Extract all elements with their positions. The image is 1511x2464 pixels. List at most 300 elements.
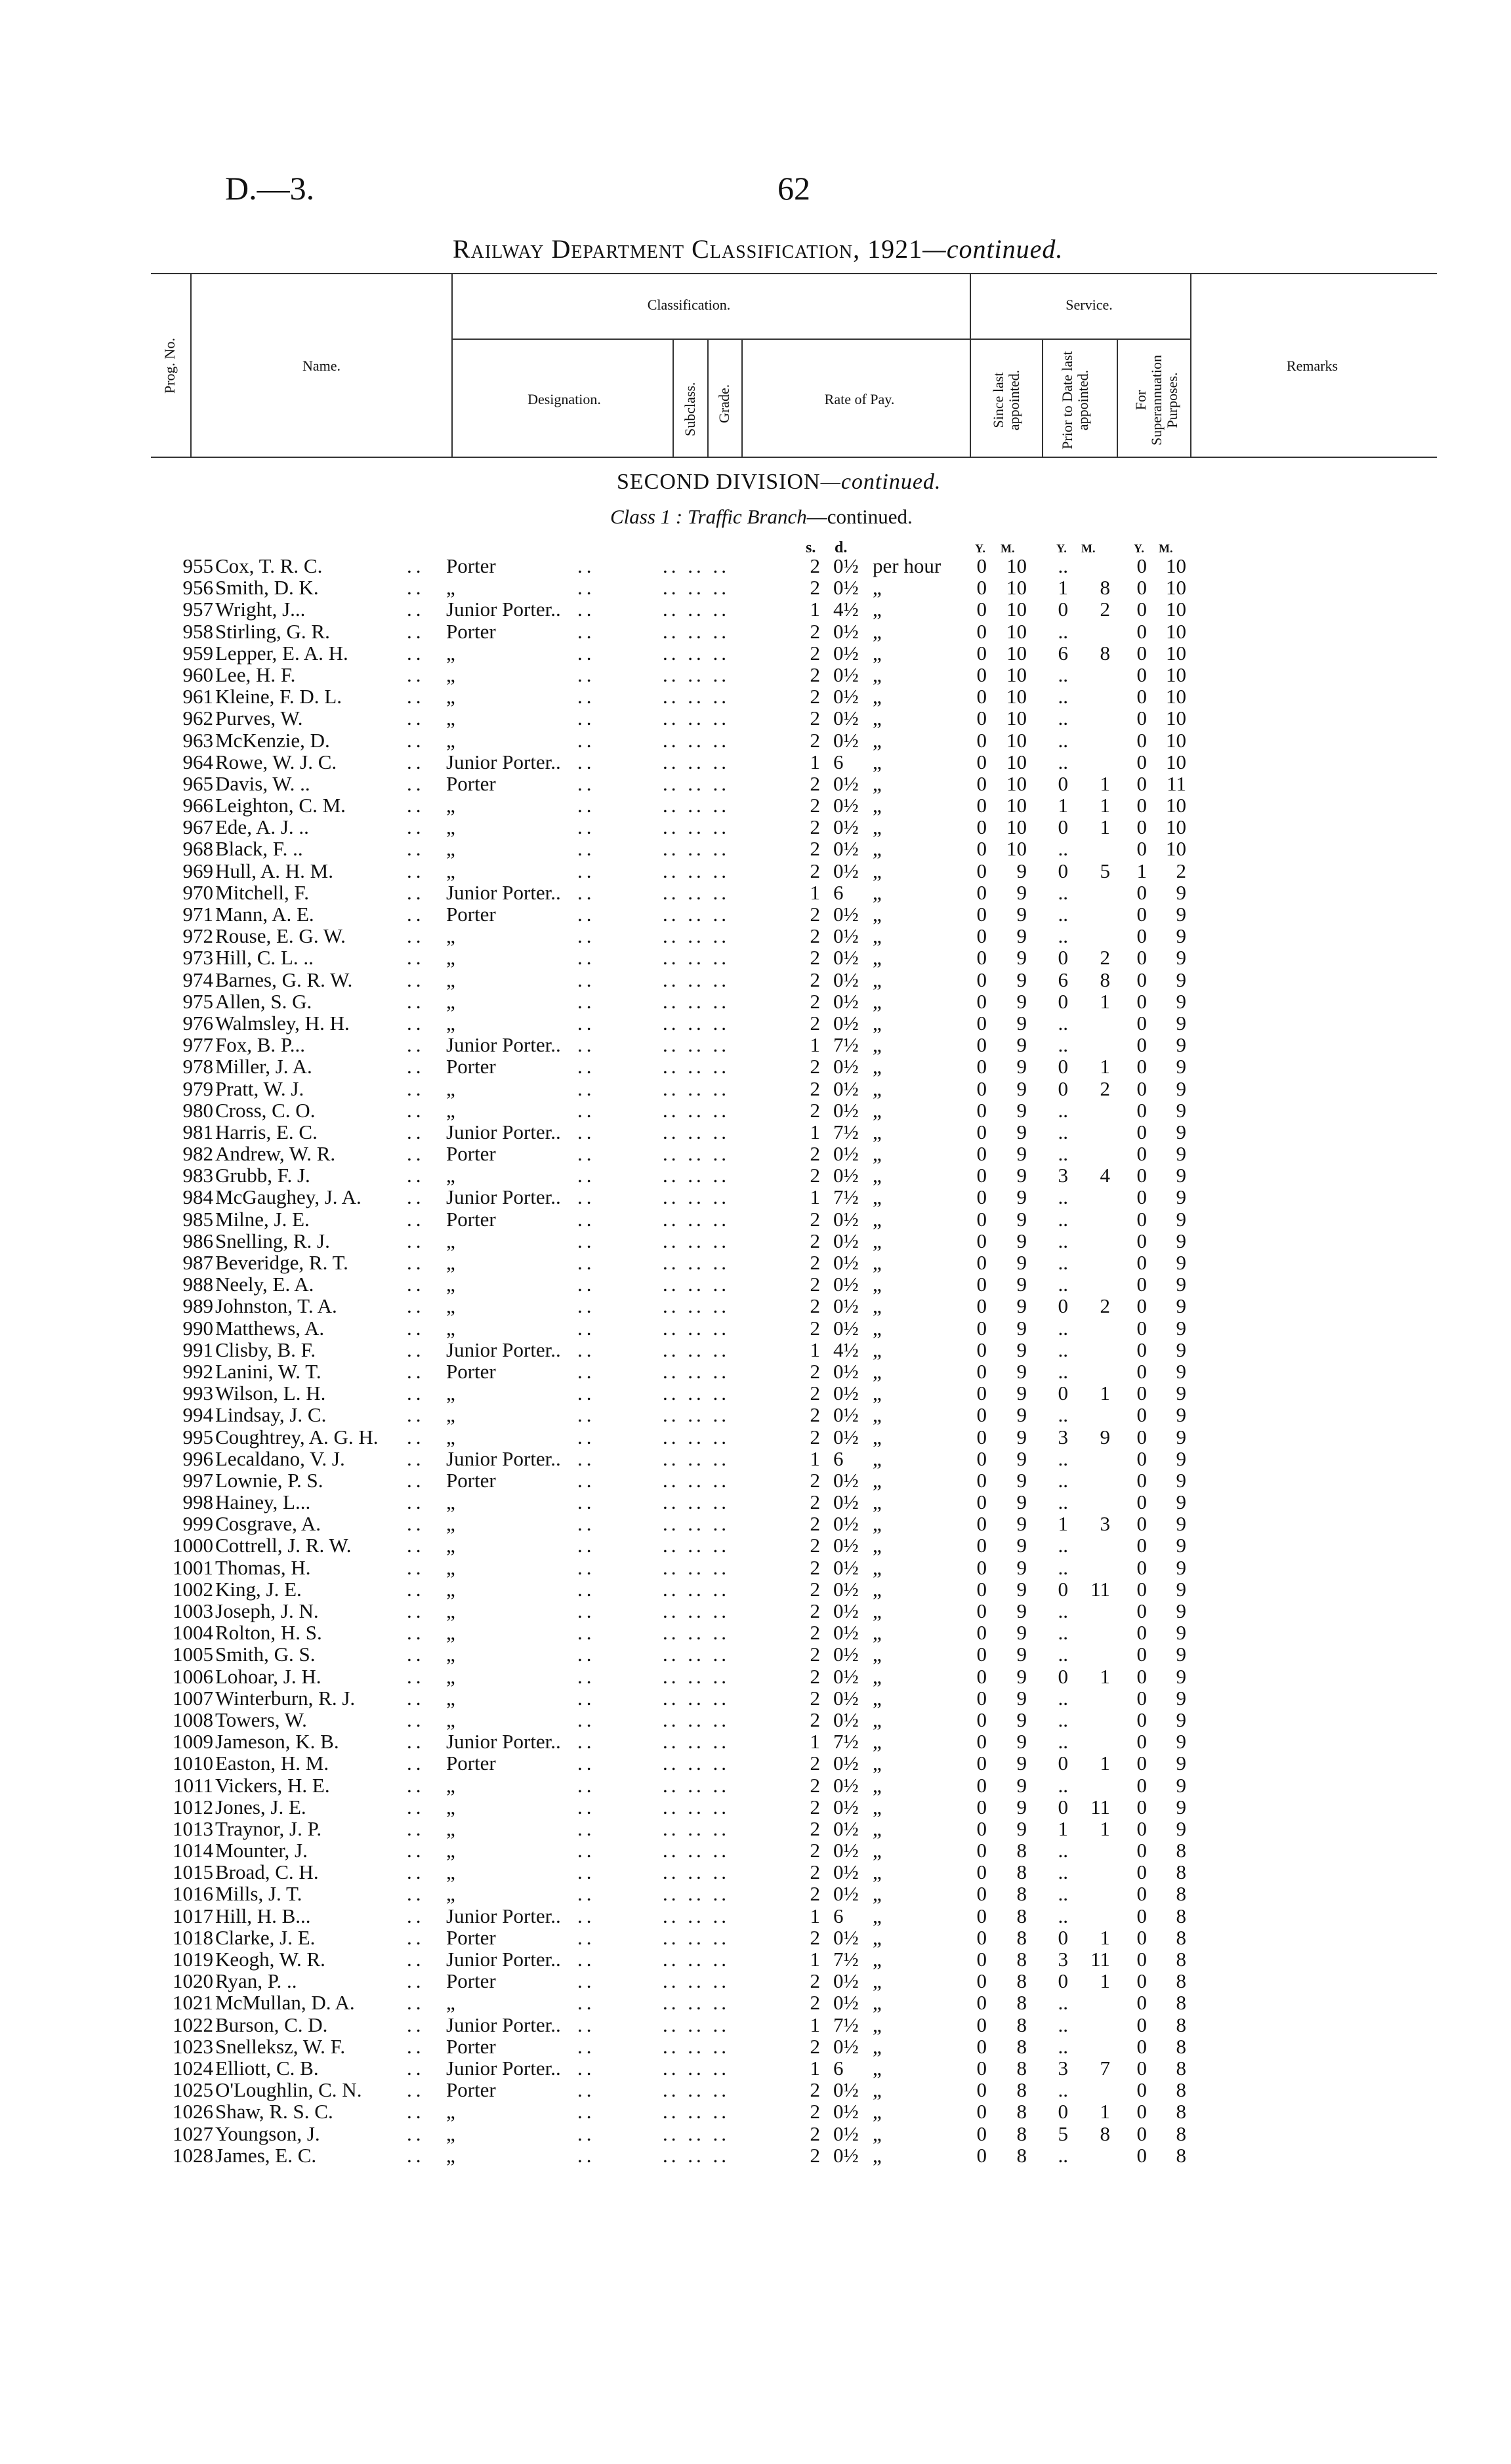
designation: Porter [446,1142,496,1166]
pay-pence: 0½ [833,1055,859,1078]
prog-no: 962 [182,707,213,730]
prior-years: .. [1058,707,1068,730]
table-row [0,1186,1511,1208]
superannuation-years: 0 [1136,1555,1147,1579]
leader-dots: .. [577,1512,596,1536]
prog-no: 985 [182,1207,213,1231]
leader-dots: .. .. .. [663,1555,730,1579]
prior-years: 1 [1058,794,1068,817]
pay-shillings: 2 [810,771,820,795]
pay-pence: 0½ [833,707,859,730]
designation: Porter [446,554,496,577]
prog-no: 1005 [173,1643,213,1666]
prior-years: .. [1058,1011,1068,1035]
superannuation-months: 10 [1166,619,1186,643]
pay-shillings: 2 [810,1077,820,1100]
leader-dots: .. [407,1773,425,1797]
employee-name: Wilson, L. H. [215,1382,326,1405]
since-last-months: 9 [1016,1686,1027,1710]
since-last-months: 9 [1016,859,1027,882]
superannuation-years: 0 [1136,1185,1147,1209]
col-divider-8 [1117,340,1118,457]
pay-unit: „ [873,794,882,817]
prog-no: 1016 [173,1882,213,1906]
leader-dots: .. [407,1839,425,1862]
leader-dots: .. [407,685,425,708]
prog-no: 1001 [173,1555,213,1579]
pay-unit: „ [873,1382,882,1405]
prior-months: 1 [1100,771,1110,795]
pay-pence: 0½ [833,1555,859,1579]
prior-months: 2 [1100,1077,1110,1100]
prog-no: 960 [182,663,213,686]
superannuation-months: 10 [1166,641,1186,665]
since-last-years: 0 [976,1664,987,1688]
branch-name: Traffic Branch [688,505,807,528]
employee-name: Mitchell, F. [215,880,310,904]
superannuation-years: 0 [1136,1207,1147,1231]
prior-months: 1 [1100,1817,1110,1840]
pay-unit: „ [873,1534,882,1557]
leader-dots: .. [577,1795,596,1818]
superannuation-years: 0 [1136,2122,1147,2145]
leader-dots: .. [407,946,425,970]
leader-dots: .. .. .. [663,1512,730,1536]
table-row [0,991,1511,1012]
prior-years: .. [1058,1403,1068,1427]
employee-name: Clisby, B. F. [215,1338,316,1361]
superannuation-years: 0 [1136,1948,1147,1971]
pay-unit: „ [873,598,882,621]
since-last-months: 8 [1016,1925,1027,1949]
designation: „ [446,1251,455,1274]
employee-name: Snelleksz, W. F. [215,2034,346,2058]
table-row [0,642,1511,664]
leader-dots: .. [577,598,596,621]
table-row [0,1273,1511,1295]
page-title [453,234,1063,264]
pay-shillings: 2 [810,1795,820,1818]
table-row [0,1078,1511,1099]
pay-pence: 4½ [833,598,859,621]
since-last-months: 9 [1016,1294,1027,1318]
since-last-months: 10 [1006,728,1027,752]
superannuation-months: 9 [1176,1033,1186,1057]
superannuation-years: 0 [1136,1839,1147,1862]
since-last-months: 9 [1016,1752,1027,1775]
leader-dots: .. .. .. [663,619,730,643]
leader-dots: .. [407,2100,425,2124]
pay-shillings: 2 [810,728,820,752]
since-last-months: 8 [1016,1969,1027,1993]
designation: Junior Porter.. [446,2013,561,2036]
since-last-years: 0 [976,1839,987,1862]
leader-dots: .. [577,2122,596,2145]
leader-dots: .. [407,1011,425,1035]
pay-shillings: 2 [810,1098,820,1122]
superannuation-months: 8 [1176,1948,1186,1971]
leader-dots: .. [577,2056,596,2080]
superannuation-months: 10 [1166,685,1186,708]
prior-years: .. [1058,1098,1068,1122]
since-last-years: 0 [976,1686,987,1710]
since-last-years: 0 [976,1273,987,1296]
since-last-years: 0 [976,1991,987,2015]
designation: „ [446,1294,455,1318]
leader-dots: .. [577,1708,596,1731]
prior-months: 2 [1100,946,1110,970]
leader-dots: .. .. .. [663,1077,730,1100]
prog-no: 1003 [173,1599,213,1622]
pay-unit: „ [873,1730,882,1754]
prior-years: 0 [1058,946,1068,970]
pay-unit: „ [873,1447,882,1470]
leader-dots: .. [577,1969,596,1993]
prog-no: 989 [182,1294,213,1318]
prior-months: 8 [1100,2122,1110,2145]
pay-unit: „ [873,1142,882,1166]
since-last-months: 8 [1016,2143,1027,2167]
leader-dots: .. [407,1077,425,1100]
superannuation-years: 0 [1136,1534,1147,1557]
leader-dots: .. .. .. [663,2122,730,2145]
pay-unit: „ [873,1708,882,1731]
prog-no: 1007 [173,1686,213,1710]
since-last-years: 0 [976,1490,987,1514]
prog-no: 966 [182,794,213,817]
superannuation-months: 9 [1176,1599,1186,1622]
since-last-months: 9 [1016,880,1027,904]
employee-name: Rolton, H. S. [215,1621,322,1645]
leader-dots: .. .. .. [663,1207,730,1231]
superannuation-years: 0 [1136,1817,1147,1840]
since-last-years: 0 [976,1534,987,1557]
leader-dots: .. [577,619,596,643]
pay-unit: „ [873,1991,882,2015]
pay-shillings: 2 [810,1643,820,1666]
pay-pence: 6 [833,750,844,773]
leader-dots: .. [407,794,425,817]
pay-shillings: 2 [810,1555,820,1579]
leader-dots: .. .. .. [663,598,730,621]
prog-no: 1004 [173,1621,213,1645]
leader-dots: .. .. .. [663,2034,730,2058]
leader-dots: .. [407,576,425,600]
pay-pence: 0½ [833,771,859,795]
pay-pence: 0½ [833,2034,859,2058]
since-last-years: 0 [976,2100,987,2124]
prior-years: 0 [1058,2100,1068,2124]
prog-no: 968 [182,837,213,861]
since-last-months: 9 [1016,1795,1027,1818]
leader-dots: .. .. .. [663,1490,730,1514]
superannuation-years: 0 [1136,1512,1147,1536]
pay-shillings: 2 [810,1359,820,1383]
since-last-years: 0 [976,1860,987,1884]
pay-unit: „ [873,1098,882,1122]
pay-pence: 0½ [833,1490,859,1514]
pay-pence: 7½ [833,1948,859,1971]
leader-dots: .. [407,1621,425,1645]
table-row [0,1404,1511,1426]
page-number: 62 [777,170,810,207]
table-row [0,707,1511,729]
prior-years: 0 [1058,1055,1068,1078]
pay-shillings: 2 [810,1382,820,1405]
superannuation-months: 10 [1166,576,1186,600]
since-last-years: 0 [976,1011,987,1035]
leader-dots: .. [577,707,596,730]
superannuation-years: 0 [1136,794,1147,817]
since-last-years: 0 [976,859,987,882]
leader-dots: .. [577,1382,596,1405]
leader-dots: .. .. .. [663,1316,730,1340]
prog-no: 1027 [173,2122,213,2145]
pay-pence: 0½ [833,576,859,600]
prior-years: .. [1058,1338,1068,1361]
prog-no: 1002 [173,1577,213,1601]
leader-dots: .. [577,946,596,970]
designation: „ [446,2122,455,2145]
pay-pence: 0½ [833,554,859,577]
pay-unit: „ [873,815,882,839]
designation: „ [446,1991,455,2015]
since-last-years: 0 [976,1730,987,1754]
since-last-months: 9 [1016,1273,1027,1296]
prior-years: .. [1058,1251,1068,1274]
employee-name: Fox, B. P... [215,1033,305,1057]
pay-shillings: 2 [810,837,820,861]
employee-name: Jameson, K. B. [215,1730,339,1754]
pay-shillings: 1 [810,1904,820,1927]
since-last-years: 0 [976,750,987,773]
pay-unit: „ [873,924,882,948]
superannuation-months: 9 [1176,1468,1186,1492]
prior-years: 0 [1058,1077,1068,1100]
pay-shillings: 1 [810,1185,820,1209]
pay-unit: „ [873,1686,882,1710]
pay-unit: „ [873,1294,882,1318]
since-last-months: 9 [1016,1490,1027,1514]
leader-dots: .. [407,1359,425,1383]
superannuation-years: 0 [1136,1273,1147,1296]
since-last-months: 8 [1016,1904,1027,1927]
leader-dots: .. [407,1338,425,1361]
employee-name: Snelling, R. J. [215,1229,330,1252]
since-last-months: 9 [1016,1512,1027,1536]
leader-dots: .. [577,1752,596,1775]
pay-unit: „ [873,771,882,795]
since-last-years: 0 [976,1621,987,1645]
since-last-months: 9 [1016,1338,1027,1361]
since-last-years: 0 [976,1555,987,1579]
prior-months: 3 [1100,1512,1110,1536]
designation: „ [446,728,455,752]
table-row [0,664,1511,686]
leader-dots: .. [407,815,425,839]
leader-dots: .. [407,1120,425,1143]
pay-pence: 0½ [833,903,859,926]
since-last-years: 0 [976,2034,987,2058]
leader-dots: .. .. .. [663,1577,730,1601]
leader-dots: .. [577,837,596,861]
leader-dots: .. [407,1925,425,1949]
col-divider-2 [451,274,453,457]
leader-dots: .. [407,1555,425,1579]
superannuation-years: 0 [1136,1904,1147,1927]
prior-years: .. [1058,1120,1068,1143]
since-last-months: 10 [1006,750,1027,773]
prior-years: .. [1058,1229,1068,1252]
since-last-years: 0 [976,1229,987,1252]
leader-dots: .. .. .. [663,1817,730,1840]
employee-name: Neely, E. A. [215,1273,314,1296]
since-last-years: 0 [976,1033,987,1057]
col-divider-7 [1042,340,1043,457]
since-last-months: 9 [1016,1033,1027,1057]
designation: Porter [446,1969,496,1993]
since-last-months: 9 [1016,1120,1027,1143]
leader-dots: .. .. .. [663,1294,730,1318]
since-last-months: 10 [1006,771,1027,795]
leader-dots: .. .. .. [663,685,730,708]
superannuation-months: 9 [1176,1403,1186,1427]
employee-name: Mounter, J. [215,1839,308,1862]
prog-no: 997 [182,1468,213,1492]
prog-no: 984 [182,1185,213,1209]
leader-dots: .. [407,1512,425,1536]
superannuation-months: 8 [1176,2013,1186,2036]
prog-no: 979 [182,1077,213,1100]
employee-name: Cosgrave, A. [215,1512,321,1536]
leader-dots: .. [577,1294,596,1318]
employee-name: Lanini, W. T. [215,1359,321,1383]
leader-dots: .. .. .. [663,1773,730,1797]
prior-years: .. [1058,1534,1068,1557]
prior-years: 0 [1058,859,1068,882]
superannuation-years: 0 [1136,707,1147,730]
superannuation-years: 1 [1136,859,1147,882]
prior-months: 1 [1100,1969,1110,1993]
pay-unit: „ [873,641,882,665]
since-last-months: 9 [1016,1185,1027,1209]
prior-years: .. [1058,1490,1068,1514]
leader-dots: .. [407,903,425,926]
prior-years: 0 [1058,1795,1068,1818]
pay-unit: „ [873,2078,882,2102]
designation: „ [446,1273,455,1296]
pay-shillings: 2 [810,903,820,926]
superannuation-years: 0 [1136,1468,1147,1492]
prior-months: 8 [1100,968,1110,991]
pay-unit: „ [873,1033,882,1057]
employee-name: Kleine, F. D. L. [215,685,342,708]
pay-shillings: 2 [810,968,820,991]
pay-pence: 0½ [833,1991,859,2015]
leader-dots: .. [577,859,596,882]
pay-unit: „ [873,903,882,926]
pay-pence: 6 [833,1447,844,1470]
pay-pence: 0½ [833,1425,859,1448]
superannuation-years: 0 [1136,1033,1147,1057]
designation: „ [446,1839,455,1862]
designation: Junior Porter.. [446,2056,561,2080]
superannuation-years: 0 [1136,1490,1147,1514]
since-last-years: 0 [976,1077,987,1100]
since-last-years: 0 [976,924,987,948]
prog-no: 999 [182,1512,213,1536]
superannuation-months: 9 [1176,903,1186,926]
leader-dots: .. .. .. [663,1055,730,1078]
table-row [0,1121,1511,1143]
since-last-years: 0 [976,989,987,1013]
pay-shillings: 2 [810,1011,820,1035]
pay-pence: 6 [833,2056,844,2080]
since-last-years: 0 [976,1468,987,1492]
leader-dots: .. .. .. [663,924,730,948]
table-row [0,969,1511,991]
pay-unit: „ [873,1577,882,1601]
prog-no: 987 [182,1251,213,1274]
superannuation-months: 9 [1176,1164,1186,1187]
leader-dots: .. [577,663,596,686]
pay-pence: 0½ [833,1882,859,1906]
employee-name: O'Loughlin, C. N. [215,2078,362,2102]
designation: Junior Porter.. [446,1185,561,1209]
pay-pence: 0½ [833,1382,859,1405]
superannuation-months: 9 [1176,1664,1186,1688]
employee-name: Youngson, J. [215,2122,320,2145]
superannuation-years: 0 [1136,1338,1147,1361]
leader-dots: .. [407,1664,425,1688]
since-last-years: 0 [976,771,987,795]
table-row [0,1927,1511,1948]
leader-dots: .. [577,794,596,817]
class-label: Class 1 : [610,505,683,528]
pay-shillings: 2 [810,1403,820,1427]
pay-pence: 0½ [833,1164,859,1187]
designation: Porter [446,1359,496,1383]
pay-shillings: 2 [810,1229,820,1252]
leader-dots: .. .. .. [663,1120,730,1143]
since-last-months: 9 [1016,946,1027,970]
table-row [0,1557,1511,1578]
pay-shillings: 2 [810,1294,820,1318]
pay-shillings: 2 [810,1534,820,1557]
leader-dots: .. [577,1251,596,1274]
leader-dots: .. .. .. [663,1425,730,1448]
leader-dots: .. [407,1752,425,1775]
leader-dots: .. .. .. [663,1925,730,1949]
pay-unit: „ [873,1251,882,1274]
pay-unit: „ [873,619,882,643]
leader-dots: .. .. .. [663,1185,730,1209]
prog-no: 994 [182,1403,213,1427]
designation: Junior Porter.. [446,1904,561,1927]
superannuation-years: 0 [1136,2143,1147,2167]
superannuation-years: 0 [1136,968,1147,991]
designation: „ [446,1599,455,1622]
leader-dots: .. .. .. [663,1969,730,1993]
leader-dots: .. .. .. [663,641,730,665]
leader-dots: .. [407,1948,425,1971]
superannuation-years: 0 [1136,815,1147,839]
designation: „ [446,707,455,730]
since-last-months: 8 [1016,2056,1027,2080]
since-last-months: 9 [1016,1207,1027,1231]
leader-dots: .. [407,2013,425,2036]
leader-dots: .. [407,880,425,904]
